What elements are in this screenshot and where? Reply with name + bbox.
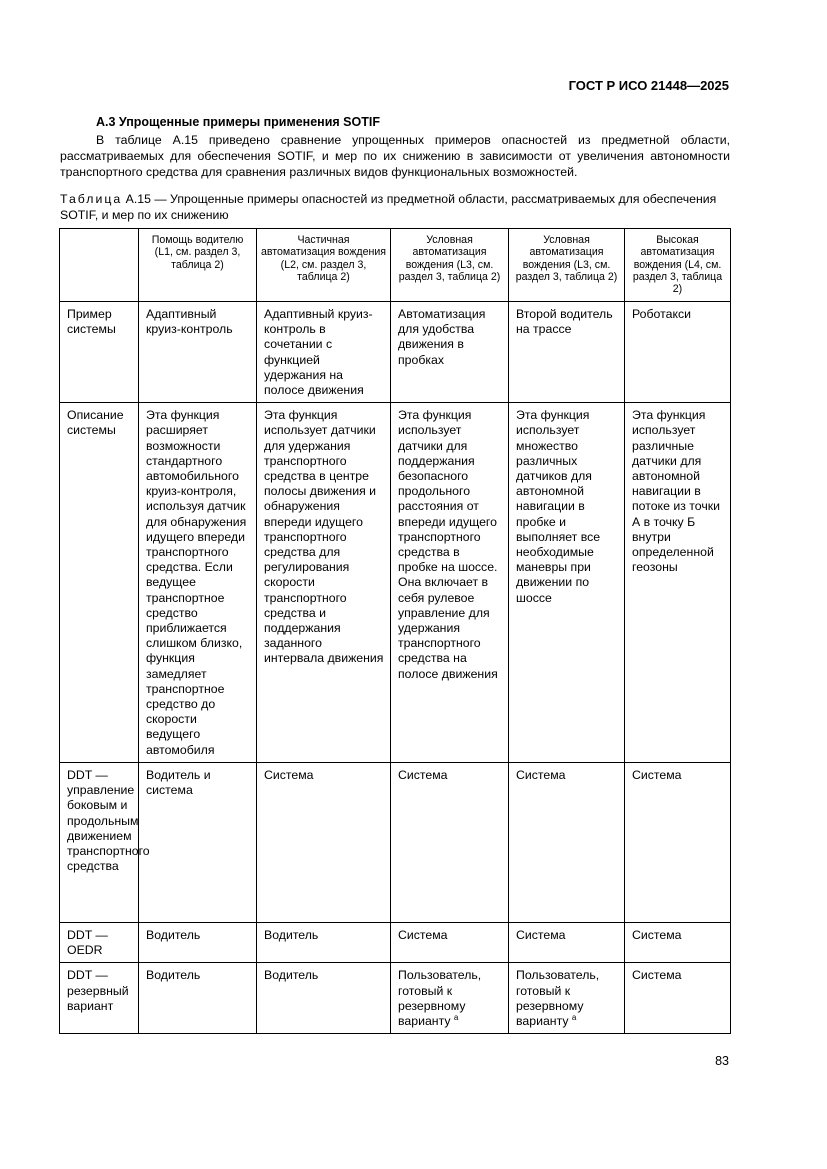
table-cell: Система xyxy=(625,963,731,1034)
standard-header: ГОСТ Р ИСО 21448—2025 xyxy=(568,78,729,93)
table-cell: Роботакси xyxy=(625,302,731,403)
table-cell: Водитель и система xyxy=(139,762,257,922)
header-cell-l2: Частичная автоматизация вождения (L2, см. раздел 3, таблица 2) xyxy=(257,229,391,302)
header-cell-l3-traffic: Условная автоматизация вождения (L3, см. раздел 3, таблица 2) xyxy=(391,229,509,302)
table-cell: Эта функция использует различные датчики для автономной навигации в потоке из точки А в точку Б внутри определенной геозоны xyxy=(625,403,731,763)
table-cell: Система xyxy=(625,922,731,962)
table-cell: Водитель xyxy=(139,922,257,962)
cell-text: Пользователь, готовый к резервному варианту xyxy=(516,968,600,1028)
table-cell: Эта функция расширяет возможности стандартного автомобильного круиз-контроля, используя датчик для обнаружения идущего впереди транспортного средства. Если ведущее транспортное средство приближается слишком близко, функция замедляет транспортное средство до скорости ведущего автомобиля xyxy=(139,403,257,763)
table-cell: Система xyxy=(509,922,625,962)
intro-paragraph: В таблице А.15 приведено сравнение упрощенных примеров опасностей из предметной области, рассматриваемых для обеспечения SOTIF, и мер по их снижению в зависимости от увеличения автономности транспортного средства для сравнения различных видов функциональных возможностей. xyxy=(60,133,730,180)
table-cell: Система xyxy=(257,762,391,922)
section-heading: А.3 Упрощенные примеры применения SOTIF xyxy=(96,115,380,129)
table-cell: Адаптивный круиз-контроль в сочетании с функцией удержания на полосе движения xyxy=(257,302,391,403)
footnote-mark: а xyxy=(571,1012,577,1022)
header-cell-l3-highway: Условная автоматизация вождения (L3, см. раздел 3, таблица 2) xyxy=(509,229,625,302)
table-cell: Водитель xyxy=(257,963,391,1034)
caption-text: А.15 — Упрощенные примеры опасностей из предметной области, рассматриваемых для обеспечения SOTIF, и мер по их снижению xyxy=(60,192,717,222)
table-cell: Эта функция использует датчики для удержания транспортного средства в центре полосы движения и обнаружения впереди идущего транспортного средства для регулирования скорости транспортного средства и поддержания заданного интервала движения xyxy=(257,403,391,763)
page-number: 83 xyxy=(715,1054,729,1068)
table-cell: Адаптивный круиз-контроль xyxy=(139,302,257,403)
table-header-row xyxy=(60,229,731,302)
table-cell: Эта функция использует датчики для поддержания безопасного продольного расстояния от впереди идущего транспортного средства в пробке на шоссе. Она включает в себя рулевое управление для удержания транспортного средства на полосе движения xyxy=(391,403,509,763)
table-cell: Второй водитель на трассе xyxy=(509,302,625,403)
table-cell: Система xyxy=(391,762,509,922)
table-cell: Система xyxy=(391,922,509,962)
table-row xyxy=(60,403,731,763)
cell-text: Пользователь, готовый к резервному варианту xyxy=(398,968,482,1028)
table-row xyxy=(60,302,731,403)
row-label: DDT — OEDR xyxy=(60,922,139,962)
table-cell: Эта функция использует множество различных датчиков для автономной навигации в пробке и выполняет все необходимые маневры при движении по шоссе xyxy=(509,403,625,763)
row-label: Пример системы xyxy=(60,302,139,403)
table-row xyxy=(60,922,731,962)
table-cell xyxy=(391,963,509,1034)
footnote-mark: а xyxy=(453,1012,459,1022)
table-row xyxy=(60,963,731,1034)
table-cell: Система xyxy=(509,762,625,922)
header-cell-l4: Высокая автоматизация вождения (L4, см. раздел 3, таблица 2) xyxy=(625,229,731,302)
header-cell-l1: Помощь водителю (L1, см. раздел 3, таблица 2) xyxy=(139,229,257,302)
row-label: DDT — управление боковым и продольным движением транспортного средства xyxy=(60,762,139,922)
table-cell xyxy=(509,963,625,1034)
table-cell: Водитель xyxy=(139,963,257,1034)
table-cell: Автоматизация для удобства движения в пробках xyxy=(391,302,509,403)
comparison-table xyxy=(59,228,731,1034)
row-label: Описание системы xyxy=(60,403,139,763)
table-caption xyxy=(60,192,730,223)
header-cell-empty xyxy=(60,229,139,302)
row-label: DDT — резервный вариант xyxy=(60,963,139,1034)
table-cell: Система xyxy=(625,762,731,922)
table-cell: Водитель xyxy=(257,922,391,962)
caption-label: Таблица xyxy=(60,192,123,206)
table-row xyxy=(60,762,731,922)
